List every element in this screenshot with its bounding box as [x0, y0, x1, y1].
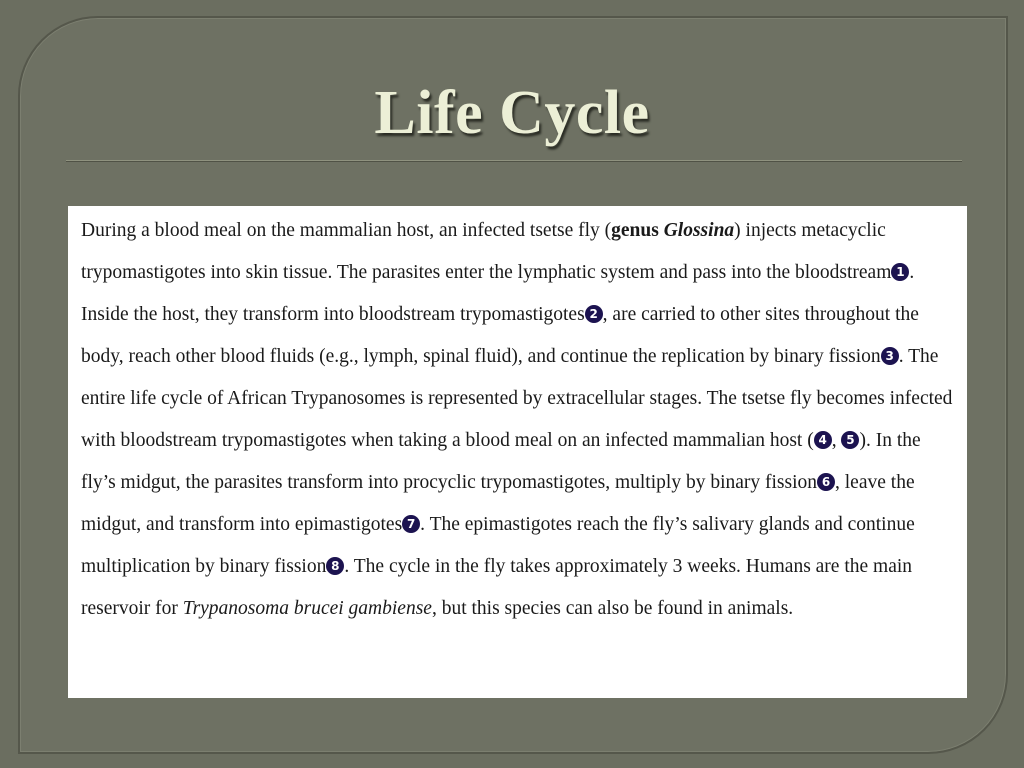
- text-segment: , are carried to other sites throughout the body, reach other blood fluids (e.g., lymph, spinal fluid), and continue the replication by binary fission: [81, 304, 919, 367]
- text-segment: ,: [831, 430, 842, 451]
- text-segment: , but this species can also be found in animals.: [431, 598, 794, 619]
- life-cycle-text-box: [68, 206, 967, 698]
- genus-name: Glossina: [663, 220, 735, 241]
- text-segment: ) injects metacyclic trypomastigotes into skin tissue. The parasites enter the lymphatic system and pass into the bloodstream: [81, 220, 892, 283]
- title-divider: [66, 160, 962, 162]
- text-segment: . The epimastigotes reach the fly’s salivary glands and continue multiplication by binary fission: [81, 514, 915, 577]
- life-cycle-paragraph: [81, 210, 959, 630]
- species-name: Trypanosoma brucei gambiense: [182, 598, 432, 619]
- genus-label: genus: [611, 220, 659, 241]
- step-1-marker: 1: [891, 263, 909, 281]
- text-segment: , leave the midgut, and transform into epimastigotes: [81, 472, 915, 535]
- text-segment: . The cycle in the fly takes approximately 3 weeks. Humans are the main reservoir for: [81, 556, 913, 619]
- text-segment: . Inside the host, they transform into bloodstream trypomastigotes: [81, 262, 915, 325]
- step-3-marker: 3: [881, 347, 899, 365]
- text-segment: ). In the fly’s midgut, the parasites transform into procyclic trypomastigotes, multiply by binary fission: [81, 430, 921, 493]
- text-segment: . The entire life cycle of African Trypanosomes is represented by extracellular stages. The tsetse fly becomes infected with bloodstream trypomastigotes when taking a blood meal on an infected mammalian host (: [81, 346, 953, 451]
- step-6-marker: 6: [817, 473, 835, 491]
- step-4-marker: 4: [814, 431, 832, 449]
- slide-title: Life Cycle: [374, 79, 650, 147]
- step-7-marker: 7: [402, 515, 420, 533]
- step-5-marker: 5: [841, 431, 859, 449]
- step-8-marker: 8: [326, 557, 344, 575]
- text-segment: During a blood meal on the mammalian host, an infected tsetse fly (: [81, 220, 612, 241]
- step-2-marker: 2: [585, 305, 603, 323]
